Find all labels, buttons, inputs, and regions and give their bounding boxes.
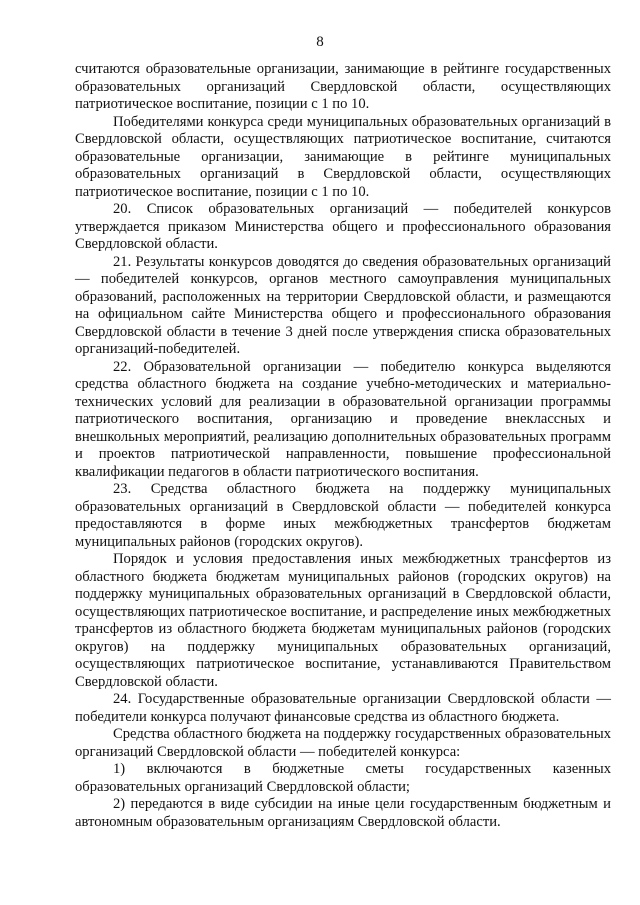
list-item-2: 2) передаются в виде субсидии на иные цели государственным бюджетным и автономным образовательным организациям Свердловской области. xyxy=(75,796,611,830)
page-number: 8 xyxy=(316,34,324,50)
paragraph-20: 20. Список образовательных организаций — победителей конкурсов утверждается приказом Министерства общего и профессионального образования Свердловской области. xyxy=(75,201,611,252)
paragraph-22: 22. Образовательной организации — победителю конкурса выделяются средства областного бюджета на создание учебно-методических и материально-технических условий для реализации в образовательной организации программы патриотического воспитания, организацию и проведение внеклассных и внешкольных мероприятий, реализацию дополнительных образовательных программ и проектов патриотической направленности, повышение профессиональной квалификации педагогов в области патриотического воспитания. xyxy=(75,358,611,480)
paragraph-municipal-winners: Победителями конкурса среди муниципальных образовательных организаций в Свердловской области, осуществляющих патриотическое воспитание, считаются образовательные организации, занимающие в рейтинге муниципальных образовательных организаций в Свердловской области, осуществляющих патриотическое воспитание, позиции с 1 по 10. xyxy=(75,113,611,200)
paragraph-23: 23. Средства областного бюджета на поддержку муниципальных образовательных организаций в Свердловской области — победителей конкурса предоставляются в форме иных межбюджетных трансфертов бюджетам муниципальных районов (городских округов). xyxy=(75,481,611,550)
document-body xyxy=(75,61,611,831)
paragraph-funds: Средства областного бюджета на поддержку государственных образовательных организаций Свердловской области — победителей конкурса: xyxy=(75,726,611,760)
paragraph-continuation: считаются образовательные организации, занимающие в рейтинге государственных образовательных организаций Свердловской области, осуществляющих патриотическое воспитание, позиции с 1 по 10. xyxy=(75,61,611,112)
list-item-1: 1) включаются в бюджетные сметы государственных казенных образовательных организаций Свердловской области; xyxy=(75,761,611,795)
paragraph-procedure: Порядок и условия предоставления иных межбюджетных трансфертов из областного бюджета бюджетам муниципальных районов (городских округов) на поддержку муниципальных образовательных организаций в Свердловской области, осуществляющих патриотическое воспитание, и распределение иных межбюджетных трансфертов из областного бюджета бюджетам муниципальных районов (городских округов) на поддержку муниципальных образовательных организаций, осуществляющих патриотическое воспитание, устанавливаются Правительством Свердловской области. xyxy=(75,551,611,690)
paragraph-21: 21. Результаты конкурсов доводятся до сведения образовательных организаций — победителей конкурсов, органов местного самоуправления муниципальных образований, расположенных на территории Свердловской области, и размещаются на официальном сайте Министерства общего и профессионального образования Свердловской области в течение 3 дней после утверждения списка образовательных организаций-победителей. xyxy=(75,253,611,357)
paragraph-24: 24. Государственные образовательные организации Свердловской области — победители конкурса получают финансовые средства из областного бюджета. xyxy=(75,691,611,725)
